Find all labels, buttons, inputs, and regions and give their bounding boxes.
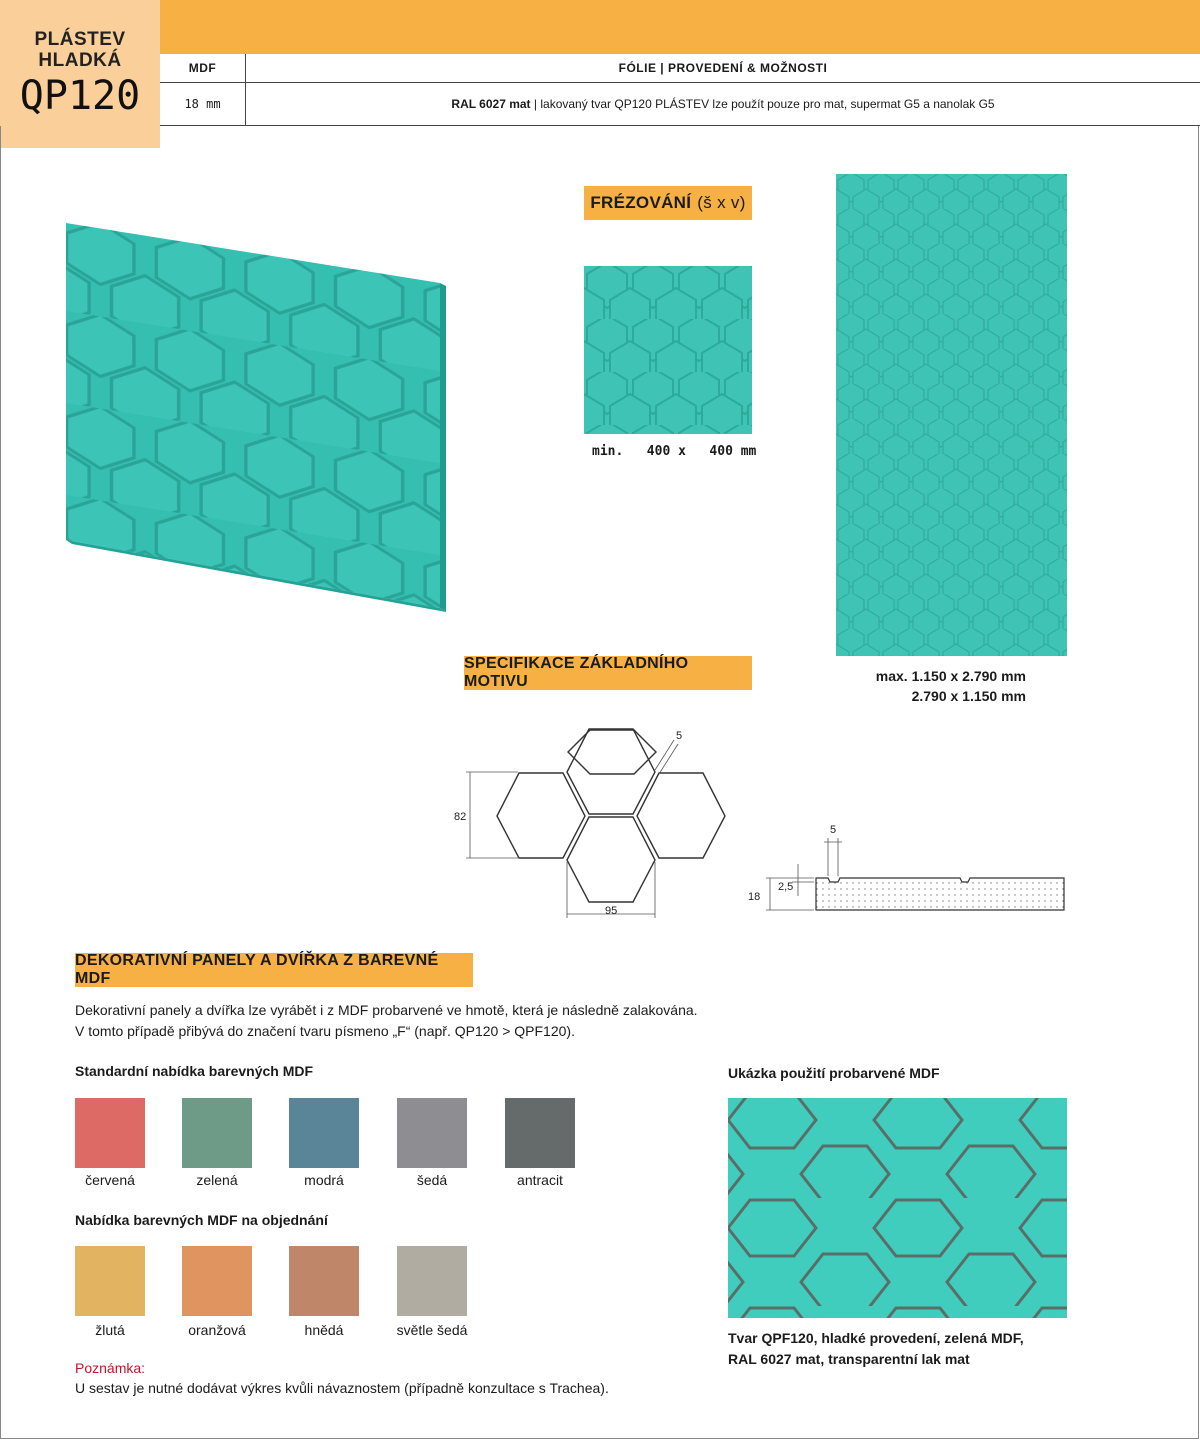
swatch-label: zelená [196, 1172, 238, 1188]
swatch-order-2 [289, 1246, 359, 1316]
sample-caption-line1: Tvar QPF120, hladké provedení, zelená MDF, [728, 1330, 1024, 1346]
dim-width: 95 [605, 905, 618, 917]
deco-text-line2: V tomto případě přibývá do značení tvaru písmeno „F“ (např. QP120 > QPF120). [75, 1023, 575, 1039]
profile-section-drawing [742, 820, 1072, 920]
swatch-color [397, 1098, 467, 1168]
note-text: U sestav je nutné dodávat výkres kvůli návaznostem (případně konzultace s Trachea). [75, 1380, 609, 1396]
frezovani-title: FRÉZOVÁNÍ [590, 193, 692, 212]
spec-title: SPECIFIKACE ZÁKLADNÍHO MOTIVU [464, 655, 689, 690]
swatch-label: červená [85, 1172, 135, 1188]
min-label: min. [592, 444, 624, 459]
sample-title: Ukázka použití probarvené MDF [728, 1065, 940, 1081]
swatch-label: šedá [416, 1172, 448, 1188]
swatch-color [289, 1246, 359, 1316]
dim-groove: 5 [830, 824, 837, 836]
dim-height: 82 [454, 811, 467, 823]
swatch-standard-3 [397, 1098, 467, 1168]
standard-colors-title: Standardní nabídka barevných MDF [75, 1063, 314, 1079]
min-size-label [592, 444, 756, 459]
deco-title-box [75, 953, 473, 987]
frezovani-title-box [584, 186, 752, 220]
swatch-label: oranžová [188, 1322, 246, 1338]
order-colors-title: Nabídka barevných MDF na objednání [75, 1212, 328, 1228]
max-line1: max. 1.150 x 2.790 mm [875, 668, 1026, 684]
min-height: 400 mm [709, 444, 757, 459]
swatch-color [505, 1098, 575, 1168]
max-size-sample [836, 174, 1067, 656]
swatch-order-3 [397, 1246, 467, 1316]
deco-text-line1: Dekorativní panely a dvířka lze vyrábět i z MDF probarvené ve hmotě, která je následně zalakována. [75, 1002, 698, 1018]
swatch-color [182, 1246, 252, 1316]
swatch-label: hnědá [304, 1322, 344, 1338]
column-folie: FÓLIE | PROVEDENÍ & MOŽNOSTI [246, 54, 1200, 83]
swatch-standard-0 [75, 1098, 145, 1168]
sample-image [728, 1098, 1067, 1318]
finish-ral: RAL 6027 mat [451, 97, 531, 111]
swatch-order-0 [75, 1246, 145, 1316]
max-size-label [836, 666, 1026, 706]
thickness-value: 18 mm [160, 83, 246, 126]
panel-edge-right [440, 283, 446, 612]
column-mdf: MDF [160, 54, 246, 83]
sample-caption [728, 1328, 1024, 1370]
max-line2: 2.790 x 1.150 mm [911, 688, 1026, 704]
product-name-line2: HLADKÁ [38, 50, 122, 71]
spec-title-box [464, 656, 752, 690]
swatch-color [182, 1098, 252, 1168]
hex-motif-drawing [448, 722, 738, 924]
swatch-color [75, 1098, 145, 1168]
swatch-label: žlutá [95, 1322, 125, 1338]
swatch-label: světle šedá [396, 1322, 468, 1338]
note-title: Poznámka: [75, 1360, 146, 1376]
product-code: QP120 [19, 73, 141, 119]
swatch-standard-1 [182, 1098, 252, 1168]
min-size-sample [584, 266, 752, 434]
panel-hex-pattern [60, 218, 450, 618]
deco-title: DEKORATIVNÍ PANELY A DVÍŘKA Z BAREVNÉ MDF [75, 952, 439, 987]
swatch-standard-4 [505, 1098, 575, 1168]
product-name-line1: PLÁSTEV [34, 29, 126, 50]
dim-gap: 5 [676, 730, 683, 742]
min-width: 400 x [646, 444, 686, 459]
swatch-label: antracit [517, 1172, 563, 1188]
panel-3d-render [60, 218, 450, 618]
spec-table [160, 54, 1200, 126]
finish-description [246, 83, 1200, 126]
finish-note: | lakovaný tvar QP120 PLÁSTEV lze použít pouze pro mat, supermat G5 a nanolak G5 [530, 97, 995, 111]
header-bar [160, 0, 1200, 54]
frezovani-title-sub: (š x v) [697, 193, 746, 212]
swatch-color [75, 1246, 145, 1316]
swatch-standard-2 [289, 1098, 359, 1168]
dim-thickness: 18 [748, 891, 761, 903]
swatch-order-1 [182, 1246, 252, 1316]
deco-text [75, 1000, 775, 1042]
swatch-label: modrá [304, 1172, 344, 1188]
swatch-color [397, 1246, 467, 1316]
sample-caption-line2: RAL 6027 mat, transparentní lak mat [728, 1351, 970, 1367]
product-badge [0, 0, 160, 148]
dim-depth: 2,5 [778, 881, 794, 893]
swatch-color [289, 1098, 359, 1168]
